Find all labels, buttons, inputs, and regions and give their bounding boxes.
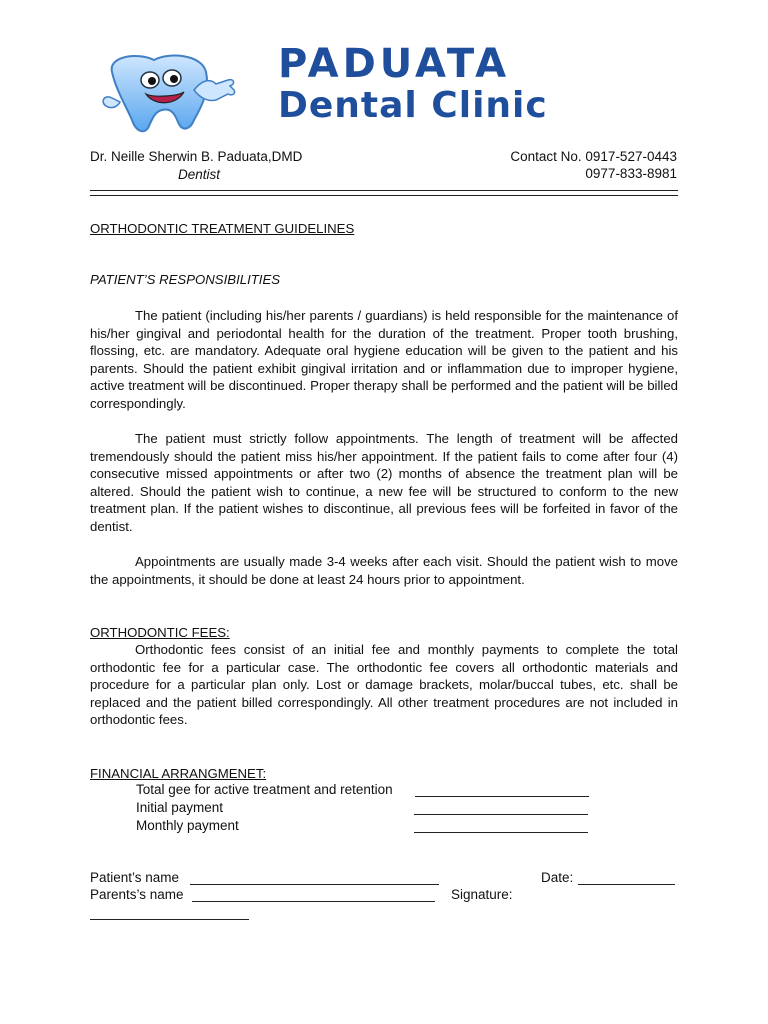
doctor-title: Dentist (178, 167, 221, 182)
responsibilities-paragraph-2: The patient must strictly follow appointments. The length of treatment will be affected tremendously should the patient miss his/her appointment. If the patient fails to come after four (4) consecutive missed appointments or after two (2) months of absence the treatment plan will be altered. Should the patient wish to continue, a new fee will be structured to conform to the new treatment plan. If the patient wishes to discontinue, all previous fees will be forfeited in favor of the dentist. (90, 431, 678, 534)
contact-number-alt: 0977-833-8981 (585, 166, 677, 181)
initial-payment-label: Initial payment (136, 800, 224, 815)
fees-paragraph: Orthodontic fees consist of an initial fee and monthly payments to complete the total orthodontic fee for a particular case. The orthodontic fee covers all orthodontic materials and procedure for a particular plan only. Lost or damage brackets, molar/buccal tubes, etc. shall be replaced and the patient billed correspondingly. All other treatment procedures are not included in orthodontic fees. (90, 642, 678, 728)
date-label: Date: (541, 870, 574, 885)
total-fee-blank[interactable] (415, 795, 589, 797)
responsibilities-heading: PATIENT’S RESPONSIBILITIES (90, 272, 281, 287)
patient-name-blank[interactable] (190, 883, 439, 885)
signature-label: Signature: (451, 887, 513, 902)
parents-name-blank[interactable] (192, 900, 435, 902)
monthly-payment-label: Monthly payment (136, 818, 239, 833)
clinic-name-line1: PADUATA (278, 41, 511, 87)
total-fee-label: Total gee for active treatment and retention (136, 782, 393, 797)
clinic-name-line2: Dental Clinic (278, 85, 548, 126)
header-divider (90, 190, 678, 191)
responsibilities-paragraph-1: The patient (including his/her parents / guardians) is held responsible for the maintenance of his/her gingival and periodontal health for the duration of the treatment. Proper tooth brushing, flossing, etc. are mandatory. Adequate oral hygiene education will be given to the patient and his parents. Should the patient exhibit gingival irritation and or inflammation due to improper hygiene, active treatment will be discontinued. Proper therapy shall be performed and the patient will be billed correspondingly. (90, 308, 678, 411)
header-divider-2 (90, 195, 678, 196)
contact-number: Contact No. 0917-527-0443 (510, 149, 677, 164)
patient-name-label: Patient’s name (90, 870, 180, 885)
financial-heading: FINANCIAL ARRANGMENET: (90, 766, 267, 781)
parents-name-label: Parents’s name (90, 887, 184, 902)
tooth-mascot-logo (98, 50, 258, 134)
initial-payment-blank[interactable] (414, 813, 588, 815)
date-blank[interactable] (578, 883, 675, 885)
fees-heading: ORTHODONTIC FEES: (90, 625, 230, 640)
doctor-name: Dr. Neille Sherwin B. Paduata,DMD (90, 149, 303, 164)
clinic-name (278, 41, 548, 126)
signature-blank[interactable] (90, 918, 249, 920)
monthly-payment-blank[interactable] (414, 831, 588, 833)
responsibilities-paragraph-3: Appointments are usually made 3-4 weeks after each visit. Should the patient wish to move the appointments, it should be done at least 24 hours prior to appointment. (90, 554, 678, 587)
document-title: ORTHODONTIC TREATMENT GUIDELINES (90, 221, 355, 236)
